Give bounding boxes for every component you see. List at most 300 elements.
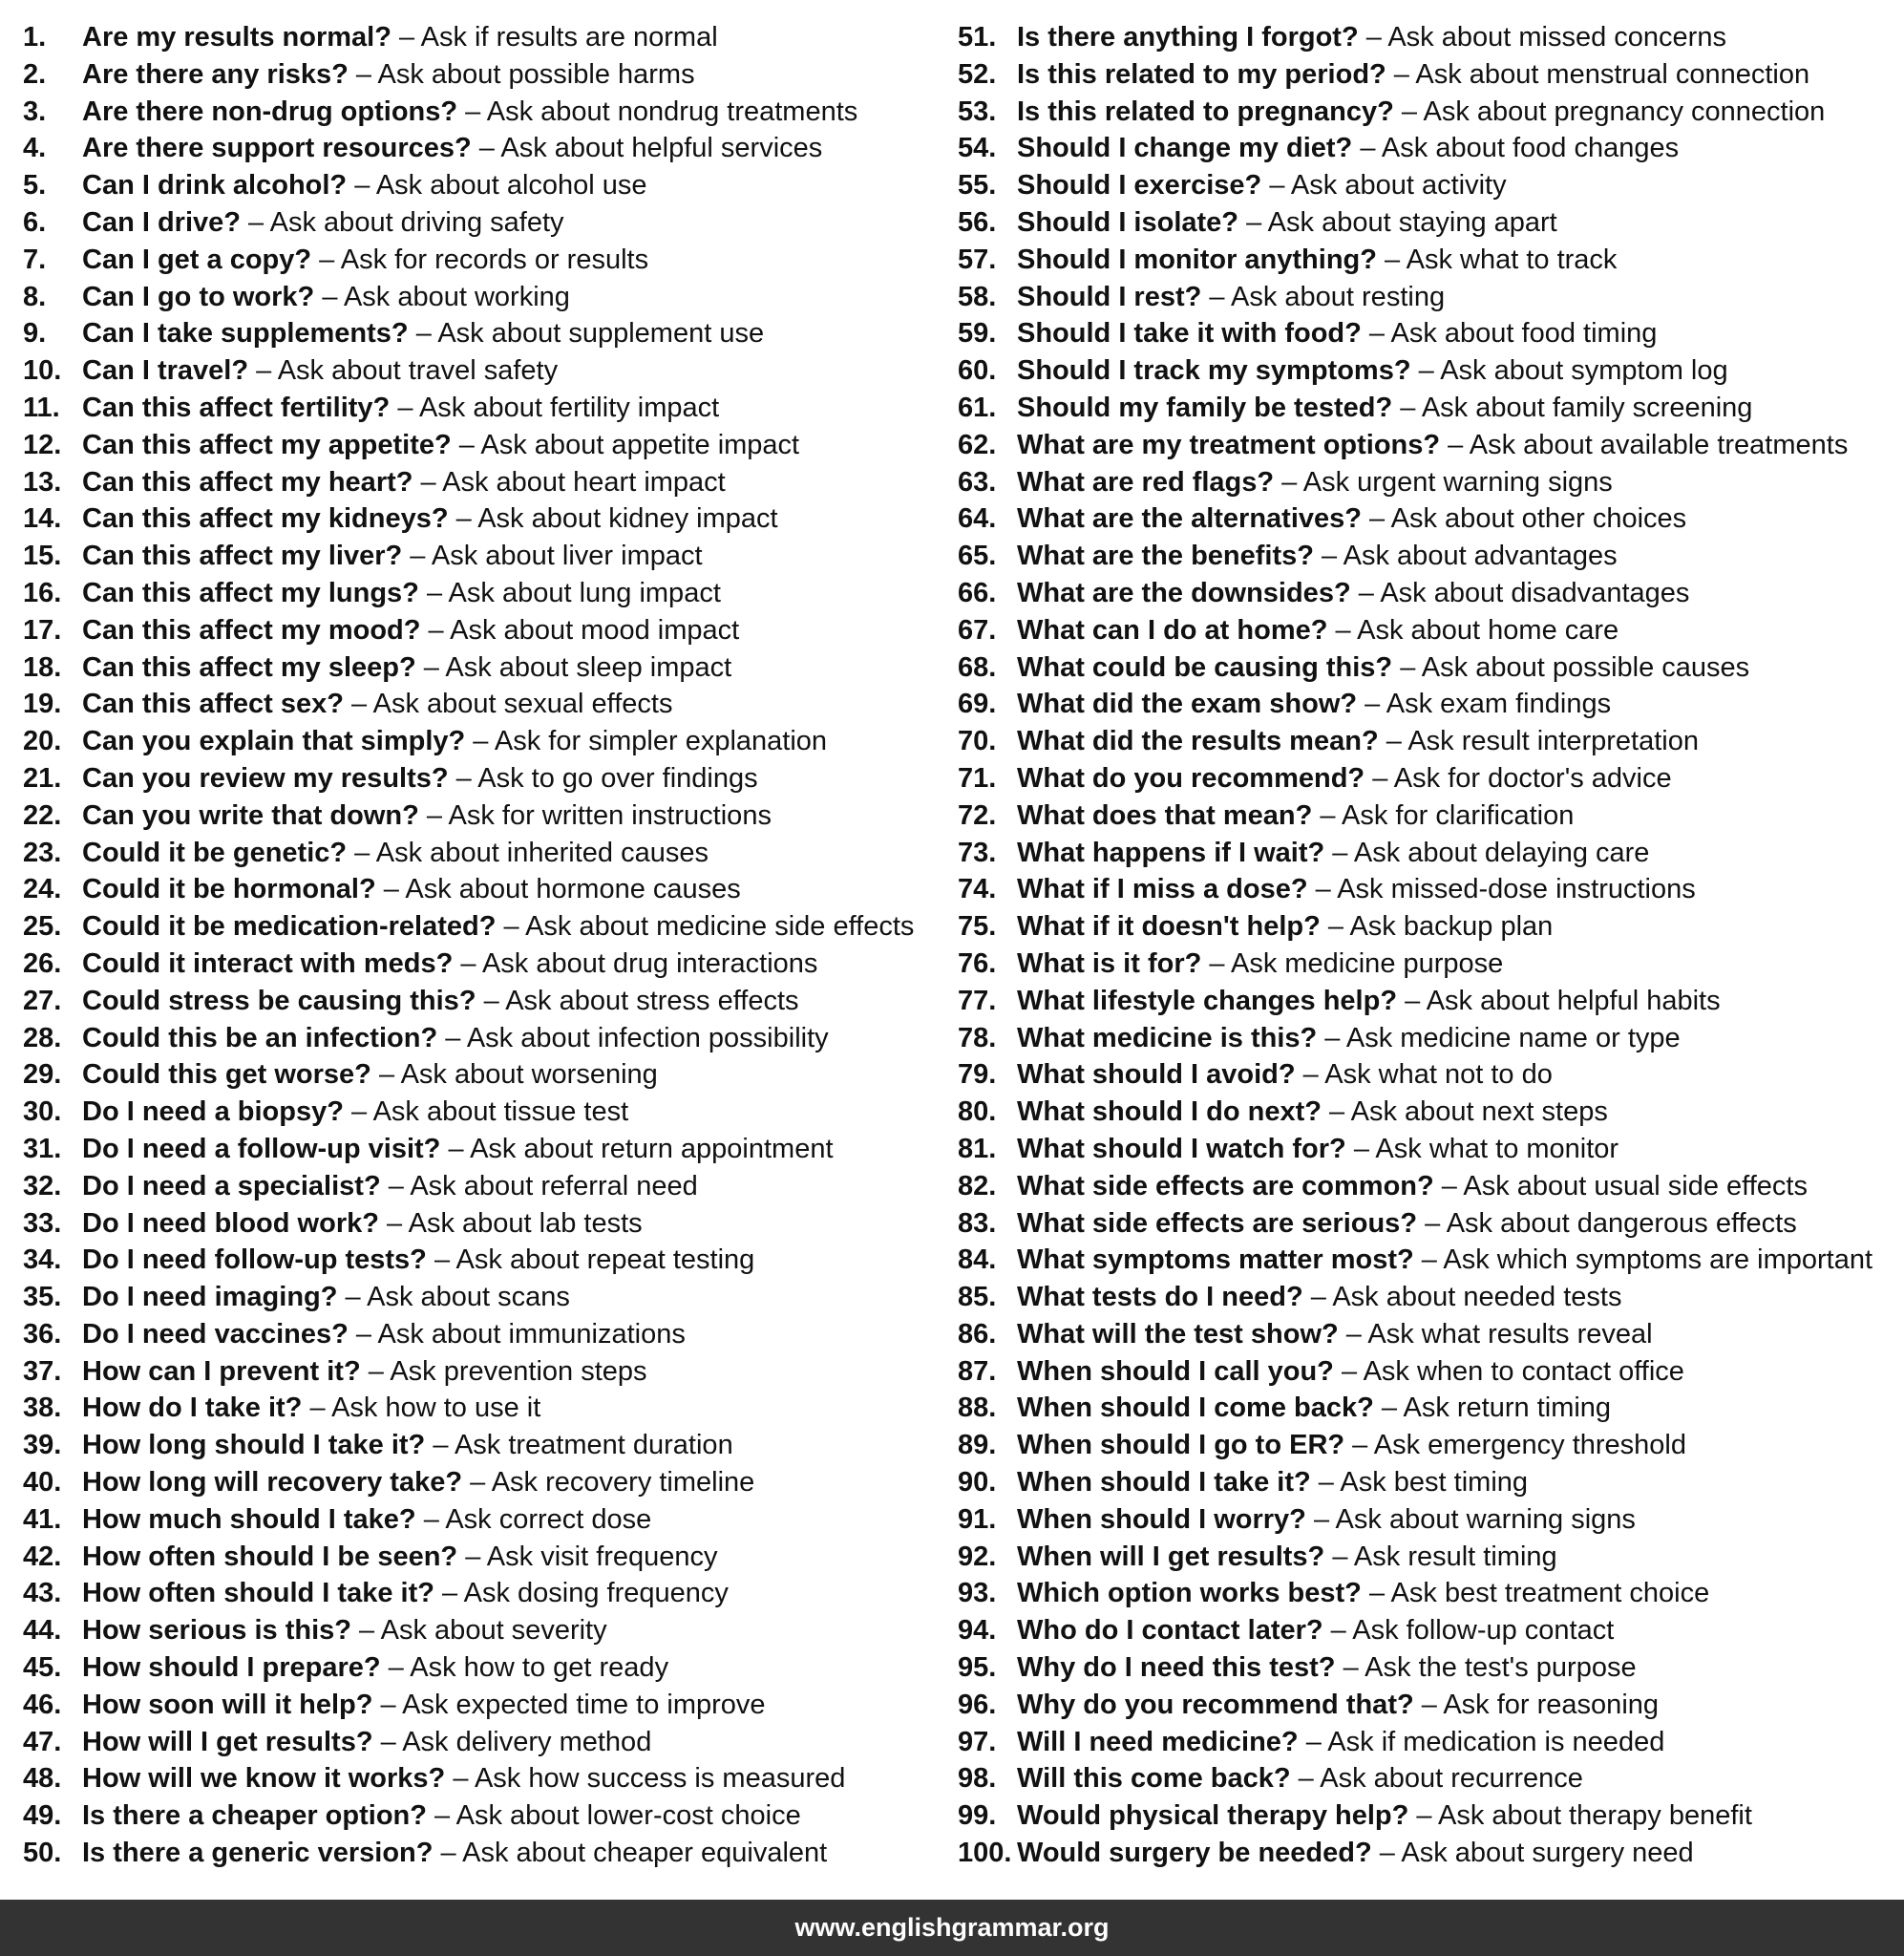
answer-text: Ask about drug interactions	[481, 947, 818, 979]
question-text: What should I do next?	[1017, 1096, 1322, 1128]
list-item	[23, 1612, 954, 1649]
item-text	[1017, 686, 1611, 723]
item-text	[82, 871, 741, 908]
item-number: 70.	[958, 726, 997, 757]
dash-separator: –	[1314, 541, 1343, 572]
item-number: 11.	[23, 392, 60, 423]
item-text	[1017, 242, 1617, 279]
question-text: Could it be genetic?	[82, 837, 348, 868]
item-number: 18.	[23, 651, 62, 683]
dash-separator: –	[372, 1689, 403, 1720]
list-item	[23, 946, 954, 983]
answer-text: Ask if medication is needed	[1327, 1726, 1665, 1757]
dash-separator: –	[434, 1578, 464, 1609]
question-text: Could it interact with meds?	[82, 947, 454, 979]
question-text: How often should I be seen?	[82, 1541, 458, 1572]
dash-separator: –	[391, 22, 421, 53]
answer-text: Ask about cheaper equivalent	[462, 1838, 828, 1869]
item-text	[1017, 575, 1689, 612]
answer-text: Ask about menstrual connection	[1415, 58, 1810, 90]
list-item	[23, 1242, 954, 1279]
item-text	[1017, 500, 1686, 538]
question-text: How can I prevent it?	[82, 1355, 361, 1387]
dash-separator: –	[426, 1800, 456, 1832]
item-text	[82, 1501, 651, 1539]
dash-separator: –	[1310, 1467, 1341, 1499]
item-text	[82, 1316, 686, 1353]
dash-separator: –	[248, 355, 278, 387]
item-text	[1017, 1687, 1659, 1724]
answer-text: Ask about mood impact	[450, 614, 740, 646]
item-number: 50.	[23, 1838, 62, 1869]
question-text: Can this affect fertility?	[82, 392, 391, 423]
question-text: What should I avoid?	[1017, 1059, 1296, 1091]
dash-separator: –	[1338, 1318, 1368, 1350]
answer-text: Ask about sleep impact	[445, 651, 732, 683]
answer-text: Ask what to track	[1406, 244, 1618, 275]
item-text	[1017, 1649, 1637, 1687]
item-number: 49.	[23, 1800, 62, 1832]
answer-text: Ask about hormone causes	[405, 874, 741, 905]
list-item	[958, 390, 1898, 427]
right-column	[958, 19, 1898, 1872]
dash-separator: –	[1317, 1022, 1346, 1053]
question-text: What side effects are common?	[1017, 1170, 1434, 1201]
answer-text: Ask for simpler explanation	[494, 726, 828, 757]
answer-text: Ask about warning signs	[1335, 1503, 1636, 1535]
list-item	[958, 1575, 1898, 1612]
question-text: What if it doesn't help?	[1017, 911, 1321, 943]
question-text: Would physical therapy help?	[1017, 1800, 1409, 1832]
question-text: What did the results mean?	[1017, 726, 1379, 757]
list-item	[958, 1279, 1898, 1316]
list-item	[958, 1242, 1898, 1279]
list-item	[958, 1316, 1898, 1353]
answer-text: Ask about surgery need	[1401, 1838, 1694, 1869]
dash-separator: –	[1295, 1059, 1325, 1091]
answer-text: Ask about supplement use	[437, 318, 765, 350]
item-text	[82, 1724, 651, 1761]
answer-text: Ask medicine name or type	[1345, 1022, 1681, 1053]
list-item	[958, 723, 1898, 760]
item-number: 21.	[23, 762, 62, 794]
question-text: Can I travel?	[82, 355, 249, 387]
item-text	[1017, 1168, 1808, 1205]
item-number: 29.	[23, 1059, 62, 1091]
list-item	[958, 1020, 1898, 1057]
answer-text: Ask for reasoning	[1443, 1689, 1660, 1720]
answer-text: Ask follow-up contact	[1352, 1615, 1615, 1647]
list-item	[958, 760, 1898, 797]
item-number: 8.	[23, 281, 47, 312]
question-text: Can you review my results?	[82, 762, 449, 794]
item-number: 24.	[23, 874, 62, 905]
dash-separator: –	[462, 1467, 492, 1499]
dash-separator: –	[1417, 1207, 1447, 1239]
question-text: Should my family be tested?	[1017, 392, 1393, 423]
list-item	[23, 538, 954, 575]
answer-text: Ask about alcohol use	[375, 170, 647, 202]
question-text: What could be causing this?	[1017, 651, 1393, 683]
answer-text: Ask result interpretation	[1407, 726, 1699, 757]
dash-separator: –	[420, 614, 451, 646]
answer-text: Ask about advantages	[1343, 541, 1618, 572]
question-text: Should I monitor anything?	[1017, 244, 1377, 275]
dash-separator: –	[1322, 1615, 1353, 1647]
answer-text: Ask best treatment choice	[1390, 1578, 1710, 1609]
answer-text: Ask about food changes	[1381, 133, 1680, 164]
question-text: Can this affect my kidneys?	[82, 503, 449, 535]
item-text	[1017, 871, 1696, 908]
dash-separator: –	[360, 1355, 391, 1387]
dash-separator: –	[314, 281, 344, 312]
list-item	[958, 56, 1898, 94]
item-text	[82, 167, 647, 204]
dash-separator: –	[425, 1430, 455, 1461]
item-number: 68.	[958, 651, 997, 683]
item-number: 69.	[958, 689, 997, 720]
item-number: 98.	[958, 1763, 997, 1795]
dash-separator: –	[418, 799, 449, 831]
item-text	[82, 797, 772, 835]
question-text: Can I drink alcohol?	[82, 170, 348, 202]
question-text: What can I do at home?	[1017, 614, 1328, 646]
list-item	[958, 908, 1898, 946]
dash-separator: –	[426, 1244, 456, 1276]
answer-text: Ask about food timing	[1390, 318, 1658, 350]
question-text: Should I rest?	[1017, 281, 1202, 312]
list-item	[23, 1649, 954, 1687]
list-item	[23, 464, 954, 501]
answer-text: Ask about heart impact	[442, 466, 726, 498]
answer-text: Ask about delaying care	[1353, 837, 1650, 868]
item-text	[1017, 983, 1721, 1020]
answer-text: Ask about worsening	[400, 1059, 658, 1091]
item-text	[1017, 908, 1553, 946]
dash-separator: –	[457, 96, 487, 127]
item-text	[82, 575, 721, 612]
answer-text: Ask if results are normal	[420, 22, 718, 53]
item-number: 59.	[958, 318, 997, 350]
dash-separator: –	[448, 762, 478, 794]
dash-separator: –	[1324, 837, 1354, 868]
item-text	[1017, 352, 1728, 390]
dash-separator: –	[465, 726, 495, 757]
list-item	[958, 1427, 1898, 1464]
item-text	[82, 946, 817, 983]
answer-text: Ask about inherited causes	[375, 837, 709, 868]
dash-separator: –	[1361, 1578, 1391, 1609]
question-text: When should I call you?	[1017, 1355, 1334, 1387]
question-text: Can this affect my mood?	[82, 614, 421, 646]
dash-separator: –	[448, 503, 478, 535]
item-number: 7.	[23, 244, 47, 275]
item-text	[1017, 1575, 1709, 1612]
answer-text: Ask emergency threshold	[1373, 1430, 1686, 1461]
list-item	[958, 835, 1898, 872]
item-text	[1017, 464, 1613, 501]
list-item	[23, 94, 954, 131]
dash-separator: –	[1362, 503, 1391, 535]
item-number: 96.	[958, 1689, 997, 1720]
dash-separator: –	[1261, 170, 1291, 202]
list-item	[23, 1427, 954, 1464]
item-text	[82, 760, 758, 797]
item-number: 27.	[23, 985, 62, 1016]
question-text: How long will recovery take?	[82, 1467, 463, 1499]
question-text: Can I drive?	[82, 206, 241, 238]
dash-separator: –	[1371, 1838, 1402, 1869]
dash-separator: –	[1408, 1800, 1439, 1832]
list-item	[958, 686, 1898, 723]
dash-separator: –	[408, 318, 438, 350]
list-item	[23, 1797, 954, 1835]
list-item	[958, 1835, 1898, 1872]
item-number: 31.	[23, 1133, 62, 1164]
question-text: What symptoms matter most?	[1017, 1244, 1414, 1276]
question-text: Are there non-drug options?	[82, 96, 458, 127]
question-text: Do I need follow-up tests?	[82, 1244, 427, 1276]
answer-text: Ask about fertility impact	[418, 392, 720, 423]
item-number: 16.	[23, 577, 62, 608]
answer-text: Ask recovery timeline	[491, 1467, 755, 1499]
list-item	[23, 612, 954, 649]
item-number: 88.	[958, 1393, 997, 1424]
item-text	[82, 686, 672, 723]
list-item	[23, 1501, 954, 1539]
dash-separator: –	[348, 1318, 378, 1350]
dash-separator: –	[1290, 1763, 1321, 1795]
list-item	[958, 1094, 1898, 1131]
item-number: 75.	[958, 911, 997, 943]
item-number: 55.	[958, 170, 997, 202]
question-text: What are the benefits?	[1017, 541, 1314, 572]
list-item	[958, 464, 1898, 501]
list-item	[23, 315, 954, 352]
dash-separator: –	[1433, 1170, 1464, 1201]
item-number: 54.	[958, 133, 997, 164]
footer-bar	[0, 1900, 1904, 1956]
answer-text: Ask about lower-cost choice	[455, 1800, 801, 1832]
item-number: 76.	[958, 947, 997, 979]
list-item	[23, 167, 954, 204]
list-item	[23, 1094, 954, 1131]
dash-separator: –	[1335, 1652, 1365, 1684]
list-item	[958, 19, 1898, 56]
dash-separator: –	[402, 541, 432, 572]
question-text: Should I take it with food?	[1017, 318, 1362, 350]
list-item	[23, 797, 954, 835]
answer-text: Ask about kidney impact	[477, 503, 778, 535]
item-text	[1017, 760, 1672, 797]
list-item	[958, 1687, 1898, 1724]
item-number: 77.	[958, 985, 997, 1016]
dash-separator: –	[413, 466, 443, 498]
dash-separator: –	[1305, 1503, 1336, 1535]
list-item	[958, 1539, 1898, 1576]
item-number: 35.	[23, 1282, 62, 1313]
list-item	[23, 204, 954, 242]
question-text: What do you recommend?	[1017, 762, 1365, 794]
question-text: How will I get results?	[82, 1726, 373, 1757]
item-number: 65.	[958, 541, 997, 572]
footer-website[interactable]: www.englishgrammar.org	[794, 1913, 1110, 1942]
list-item	[958, 1168, 1898, 1205]
question-text: What happens if I wait?	[1017, 837, 1325, 868]
dash-separator: –	[375, 874, 406, 905]
answer-text: Ask what results reveal	[1367, 1318, 1653, 1350]
item-number: 79.	[958, 1059, 997, 1091]
item-text	[82, 612, 739, 649]
item-text	[82, 130, 822, 167]
dash-separator: –	[1410, 355, 1441, 387]
answer-text: Ask for doctor's advice	[1393, 762, 1672, 794]
item-text	[1017, 1056, 1553, 1094]
item-number: 71.	[958, 762, 997, 794]
dash-separator: –	[348, 58, 378, 90]
dash-separator: –	[1358, 22, 1388, 53]
list-item	[958, 1353, 1898, 1391]
list-item	[958, 279, 1898, 316]
answer-text: Ask for written instructions	[448, 799, 772, 831]
answer-text: Ask about lab tests	[408, 1207, 643, 1239]
question-text: How will we know it works?	[82, 1763, 446, 1795]
question-text: Should I track my symptoms?	[1017, 355, 1411, 387]
question-text: What if I miss a dose?	[1017, 874, 1308, 905]
list-item	[23, 649, 954, 687]
question-text: Could it be medication-related?	[82, 911, 497, 943]
dash-separator: –	[1312, 799, 1343, 831]
item-number: 23.	[23, 837, 62, 868]
question-text: What lifestyle changes help?	[1017, 985, 1398, 1016]
list-item	[23, 908, 954, 946]
item-number: 22.	[23, 799, 62, 831]
question-text: Should I change my diet?	[1017, 133, 1353, 164]
answer-text: Ask about sexual effects	[372, 689, 673, 720]
question-text: What should I watch for?	[1017, 1133, 1346, 1164]
dash-separator: –	[1345, 1133, 1376, 1164]
dash-separator: –	[1238, 206, 1268, 238]
question-text: When should I take it?	[1017, 1467, 1311, 1499]
dash-separator: –	[1361, 318, 1391, 350]
answer-text: Ask dosing frequency	[463, 1578, 729, 1609]
item-text	[1017, 1020, 1681, 1057]
dash-separator: –	[378, 1207, 409, 1239]
dash-separator: –	[1393, 96, 1424, 127]
item-number: 34.	[23, 1244, 62, 1276]
left-column	[23, 19, 954, 1872]
item-number: 94.	[958, 1615, 997, 1647]
answer-text: Ask what not to do	[1324, 1059, 1553, 1091]
list-item	[958, 1612, 1898, 1649]
list-item	[958, 649, 1898, 687]
list-item	[958, 1464, 1898, 1501]
item-number: 73.	[958, 837, 997, 868]
item-text	[82, 1390, 540, 1427]
dash-separator: –	[437, 1022, 467, 1053]
dash-separator: –	[1352, 133, 1382, 164]
dash-separator: –	[1302, 1282, 1333, 1313]
dash-separator: –	[343, 1096, 373, 1128]
list-item	[23, 686, 954, 723]
answer-text: Ask about helpful services	[500, 133, 823, 164]
item-text	[82, 1168, 698, 1205]
answer-text: Ask about resting	[1231, 281, 1446, 312]
answer-text: Ask about working	[343, 281, 570, 312]
list-item	[958, 94, 1898, 131]
item-number: 89.	[958, 1430, 997, 1461]
item-text	[1017, 1316, 1653, 1353]
item-text	[1017, 1835, 1694, 1872]
item-number: 17.	[23, 614, 62, 646]
answer-text: Ask about tissue test	[372, 1096, 629, 1128]
answer-text: Ask about dangerous effects	[1446, 1207, 1797, 1239]
item-number: 39.	[23, 1430, 62, 1461]
list-item	[958, 1131, 1898, 1168]
question-text: Can I go to work?	[82, 281, 315, 312]
item-text	[82, 242, 648, 279]
item-number: 100.	[958, 1838, 1012, 1869]
answer-text: Ask about infection possibility	[466, 1022, 829, 1053]
answer-text: Ask about medicine side effects	[525, 911, 915, 943]
list-item	[23, 1724, 954, 1761]
question-text: What are my treatment options?	[1017, 429, 1441, 460]
list-item	[23, 56, 954, 94]
item-text	[82, 1020, 829, 1057]
item-text	[82, 723, 827, 760]
item-number: 60.	[958, 355, 997, 387]
answer-text: Ask about liver impact	[431, 541, 703, 572]
dash-separator: –	[347, 837, 376, 868]
dash-separator: –	[1350, 577, 1381, 608]
list-item	[23, 723, 954, 760]
list-item	[958, 871, 1898, 908]
question-text: Could it be hormonal?	[82, 874, 376, 905]
dash-separator: –	[457, 1541, 487, 1572]
dash-separator: –	[496, 911, 526, 943]
dash-separator: –	[1413, 1244, 1444, 1276]
answer-text: Ask about travel safety	[277, 355, 559, 387]
item-text	[1017, 1205, 1797, 1243]
item-text	[82, 279, 570, 316]
item-text	[1017, 19, 1726, 56]
dash-separator: –	[415, 1503, 446, 1535]
item-text	[82, 1649, 668, 1687]
list-item	[23, 1539, 954, 1576]
item-number: 41.	[23, 1503, 62, 1535]
answer-text: Ask about stress effects	[505, 985, 799, 1016]
question-text: Is there a cheaper option?	[82, 1800, 427, 1832]
answer-text: Ask correct dose	[445, 1503, 652, 1535]
item-number: 20.	[23, 726, 62, 757]
item-text	[82, 1279, 570, 1316]
question-text: How much should I take?	[82, 1503, 416, 1535]
item-number: 63.	[958, 466, 997, 498]
answer-text: Ask exam findings	[1386, 689, 1612, 720]
dash-separator: –	[1274, 466, 1303, 498]
item-text	[82, 1056, 658, 1094]
item-number: 82.	[958, 1170, 997, 1201]
list-item	[958, 1649, 1898, 1687]
answer-text: Ask visit frequency	[486, 1541, 718, 1572]
answer-text: Ask about immunizations	[377, 1318, 686, 1350]
item-text	[1017, 1094, 1608, 1131]
item-text	[1017, 538, 1618, 575]
question-text: Can this affect my lungs?	[82, 577, 419, 608]
item-text	[82, 1575, 729, 1612]
item-number: 5.	[23, 170, 47, 202]
question-text: Which option works best?	[1017, 1578, 1362, 1609]
